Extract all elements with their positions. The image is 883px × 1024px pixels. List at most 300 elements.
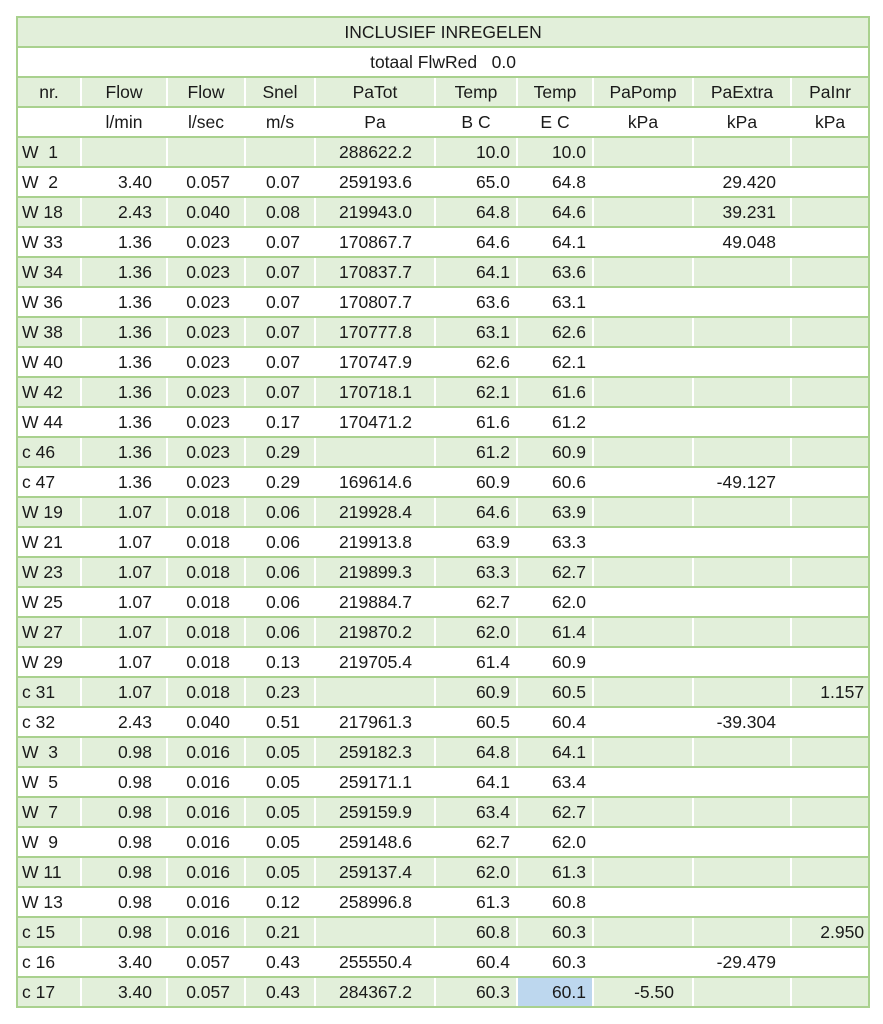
- flow-lsec-cell[interactable]: 0.018: [167, 497, 245, 527]
- flow-lmin-cell[interactable]: 1.07: [81, 647, 167, 677]
- snel-cell[interactable]: 0.05: [245, 767, 315, 797]
- row-id-cell[interactable]: W 3: [17, 737, 81, 767]
- flow-lmin-cell[interactable]: 1.36: [81, 377, 167, 407]
- painr-cell[interactable]: [791, 287, 869, 317]
- row-id-cell[interactable]: W 5: [17, 767, 81, 797]
- temp-ec-cell[interactable]: 64.1: [517, 737, 593, 767]
- paextra-cell[interactable]: 39.231: [693, 197, 791, 227]
- flow-lmin-cell[interactable]: 2.43: [81, 707, 167, 737]
- flow-lsec-cell[interactable]: 0.023: [167, 467, 245, 497]
- patot-cell[interactable]: 170471.2: [315, 407, 435, 437]
- temp-ec-cell[interactable]: 63.4: [517, 767, 593, 797]
- paextra-cell[interactable]: [693, 587, 791, 617]
- flow-lmin-cell[interactable]: 1.07: [81, 617, 167, 647]
- patot-cell[interactable]: 170777.8: [315, 317, 435, 347]
- papomp-cell[interactable]: [593, 227, 693, 257]
- temp-ec-cell[interactable]: 63.3: [517, 527, 593, 557]
- flow-lmin-cell[interactable]: 1.36: [81, 347, 167, 377]
- papomp-cell[interactable]: [593, 377, 693, 407]
- temp-bc-cell[interactable]: 61.4: [435, 647, 517, 677]
- flow-lsec-cell[interactable]: 0.023: [167, 257, 245, 287]
- paextra-cell[interactable]: [693, 857, 791, 887]
- temp-ec-cell[interactable]: 64.1: [517, 227, 593, 257]
- unit-cell[interactable]: [17, 107, 81, 137]
- flow-lmin-cell[interactable]: 1.07: [81, 587, 167, 617]
- painr-cell[interactable]: 1.157: [791, 677, 869, 707]
- snel-cell[interactable]: 0.17: [245, 407, 315, 437]
- flow-lmin-cell[interactable]: 0.98: [81, 827, 167, 857]
- papomp-cell[interactable]: [593, 737, 693, 767]
- temp-ec-cell[interactable]: 60.3: [517, 917, 593, 947]
- row-id-cell[interactable]: W 18: [17, 197, 81, 227]
- flow-lsec-cell[interactable]: 0.023: [167, 287, 245, 317]
- temp-bc-cell[interactable]: 62.1: [435, 377, 517, 407]
- snel-cell[interactable]: 0.13: [245, 647, 315, 677]
- paextra-cell[interactable]: [693, 137, 791, 167]
- unit-cell[interactable]: B C: [435, 107, 517, 137]
- snel-cell[interactable]: 0.07: [245, 257, 315, 287]
- header-cell[interactable]: PaExtra: [693, 77, 791, 107]
- header-cell[interactable]: Temp: [435, 77, 517, 107]
- flow-lsec-cell[interactable]: 0.023: [167, 347, 245, 377]
- flow-lmin-cell[interactable]: 3.40: [81, 977, 167, 1007]
- snel-cell[interactable]: 0.05: [245, 857, 315, 887]
- unit-cell[interactable]: l/min: [81, 107, 167, 137]
- painr-cell[interactable]: [791, 647, 869, 677]
- flow-lsec-cell[interactable]: 0.018: [167, 647, 245, 677]
- temp-bc-cell[interactable]: 63.9: [435, 527, 517, 557]
- flow-lmin-cell[interactable]: 1.36: [81, 467, 167, 497]
- temp-ec-cell[interactable]: 62.0: [517, 587, 593, 617]
- snel-cell[interactable]: 0.06: [245, 617, 315, 647]
- paextra-cell[interactable]: -39.304: [693, 707, 791, 737]
- papomp-cell[interactable]: [593, 887, 693, 917]
- flow-lsec-cell[interactable]: 0.023: [167, 227, 245, 257]
- temp-ec-cell[interactable]: 60.9: [517, 647, 593, 677]
- paextra-cell[interactable]: 29.420: [693, 167, 791, 197]
- papomp-cell[interactable]: [593, 257, 693, 287]
- temp-ec-cell[interactable]: 64.6: [517, 197, 593, 227]
- row-id-cell[interactable]: W 2: [17, 167, 81, 197]
- header-cell[interactable]: Flow: [81, 77, 167, 107]
- patot-cell[interactable]: 217961.3: [315, 707, 435, 737]
- flow-lmin-cell[interactable]: [81, 137, 167, 167]
- painr-cell[interactable]: [791, 887, 869, 917]
- painr-cell[interactable]: [791, 197, 869, 227]
- snel-cell[interactable]: 0.08: [245, 197, 315, 227]
- papomp-cell[interactable]: [593, 827, 693, 857]
- papomp-cell[interactable]: [593, 947, 693, 977]
- flow-lmin-cell[interactable]: 0.98: [81, 797, 167, 827]
- patot-cell[interactable]: 170718.1: [315, 377, 435, 407]
- flow-lmin-cell[interactable]: 1.07: [81, 677, 167, 707]
- patot-cell[interactable]: 219943.0: [315, 197, 435, 227]
- papomp-cell[interactable]: [593, 647, 693, 677]
- patot-cell[interactable]: 170807.7: [315, 287, 435, 317]
- unit-cell[interactable]: E C: [517, 107, 593, 137]
- patot-cell[interactable]: 219913.8: [315, 527, 435, 557]
- painr-cell[interactable]: [791, 257, 869, 287]
- patot-cell[interactable]: 219870.2: [315, 617, 435, 647]
- papomp-cell[interactable]: [593, 407, 693, 437]
- patot-cell[interactable]: 219928.4: [315, 497, 435, 527]
- painr-cell[interactable]: [791, 587, 869, 617]
- painr-cell[interactable]: [791, 467, 869, 497]
- papomp-cell[interactable]: [593, 167, 693, 197]
- temp-bc-cell[interactable]: 63.4: [435, 797, 517, 827]
- snel-cell[interactable]: 0.06: [245, 557, 315, 587]
- row-id-cell[interactable]: W 21: [17, 527, 81, 557]
- temp-ec-cell[interactable]: 60.9: [517, 437, 593, 467]
- papomp-cell[interactable]: [593, 707, 693, 737]
- selected-cell[interactable]: 60.1: [517, 977, 593, 1007]
- paextra-cell[interactable]: [693, 917, 791, 947]
- patot-cell[interactable]: [315, 917, 435, 947]
- temp-bc-cell[interactable]: 63.3: [435, 557, 517, 587]
- temp-bc-cell[interactable]: 60.4: [435, 947, 517, 977]
- painr-cell[interactable]: [791, 377, 869, 407]
- patot-cell[interactable]: 258996.8: [315, 887, 435, 917]
- row-id-cell[interactable]: W 11: [17, 857, 81, 887]
- temp-bc-cell[interactable]: 64.6: [435, 497, 517, 527]
- temp-ec-cell[interactable]: 63.9: [517, 497, 593, 527]
- papomp-cell[interactable]: -5.50: [593, 977, 693, 1007]
- flow-lsec-cell[interactable]: 0.057: [167, 167, 245, 197]
- flow-lsec-cell[interactable]: 0.018: [167, 587, 245, 617]
- temp-bc-cell[interactable]: 64.6: [435, 227, 517, 257]
- row-id-cell[interactable]: W 42: [17, 377, 81, 407]
- row-id-cell[interactable]: W 27: [17, 617, 81, 647]
- unit-cell[interactable]: Pa: [315, 107, 435, 137]
- flow-lmin-cell[interactable]: 1.36: [81, 227, 167, 257]
- unit-cell[interactable]: m/s: [245, 107, 315, 137]
- painr-cell[interactable]: [791, 767, 869, 797]
- paextra-cell[interactable]: [693, 767, 791, 797]
- header-cell[interactable]: Flow: [167, 77, 245, 107]
- unit-cell[interactable]: kPa: [593, 107, 693, 137]
- temp-ec-cell[interactable]: 62.7: [517, 797, 593, 827]
- patot-cell[interactable]: 259193.6: [315, 167, 435, 197]
- paextra-cell[interactable]: [693, 617, 791, 647]
- snel-cell[interactable]: 0.05: [245, 827, 315, 857]
- paextra-cell[interactable]: -29.479: [693, 947, 791, 977]
- temp-bc-cell[interactable]: 61.6: [435, 407, 517, 437]
- flow-lsec-cell[interactable]: 0.023: [167, 407, 245, 437]
- paextra-cell[interactable]: [693, 497, 791, 527]
- painr-cell[interactable]: [791, 707, 869, 737]
- temp-ec-cell[interactable]: 62.6: [517, 317, 593, 347]
- flow-lsec-cell[interactable]: 0.016: [167, 767, 245, 797]
- paextra-cell[interactable]: -49.127: [693, 467, 791, 497]
- temp-ec-cell[interactable]: 60.6: [517, 467, 593, 497]
- flow-lmin-cell[interactable]: 1.07: [81, 497, 167, 527]
- papomp-cell[interactable]: [593, 527, 693, 557]
- paextra-cell[interactable]: [693, 647, 791, 677]
- paextra-cell[interactable]: [693, 827, 791, 857]
- temp-ec-cell[interactable]: 61.4: [517, 617, 593, 647]
- temp-bc-cell[interactable]: 61.3: [435, 887, 517, 917]
- flow-lsec-cell[interactable]: 0.016: [167, 797, 245, 827]
- header-cell[interactable]: PaInr: [791, 77, 869, 107]
- row-id-cell[interactable]: W 1: [17, 137, 81, 167]
- patot-cell[interactable]: 219705.4: [315, 647, 435, 677]
- temp-bc-cell[interactable]: 61.2: [435, 437, 517, 467]
- papomp-cell[interactable]: [593, 197, 693, 227]
- row-id-cell[interactable]: c 17: [17, 977, 81, 1007]
- temp-ec-cell[interactable]: 60.8: [517, 887, 593, 917]
- temp-bc-cell[interactable]: 62.7: [435, 587, 517, 617]
- row-id-cell[interactable]: W 9: [17, 827, 81, 857]
- painr-cell[interactable]: [791, 797, 869, 827]
- row-id-cell[interactable]: c 47: [17, 467, 81, 497]
- papomp-cell[interactable]: [593, 467, 693, 497]
- painr-cell[interactable]: [791, 437, 869, 467]
- flow-lsec-cell[interactable]: 0.057: [167, 977, 245, 1007]
- paextra-cell[interactable]: 49.048: [693, 227, 791, 257]
- snel-cell[interactable]: 0.07: [245, 167, 315, 197]
- temp-bc-cell[interactable]: 60.5: [435, 707, 517, 737]
- row-id-cell[interactable]: c 15: [17, 917, 81, 947]
- temp-bc-cell[interactable]: 64.8: [435, 197, 517, 227]
- flow-lmin-cell[interactable]: 0.98: [81, 767, 167, 797]
- flow-lsec-cell[interactable]: 0.023: [167, 317, 245, 347]
- temp-bc-cell[interactable]: 64.1: [435, 767, 517, 797]
- painr-cell[interactable]: [791, 947, 869, 977]
- painr-cell[interactable]: [791, 977, 869, 1007]
- papomp-cell[interactable]: [593, 617, 693, 647]
- snel-cell[interactable]: 0.12: [245, 887, 315, 917]
- snel-cell[interactable]: 0.06: [245, 497, 315, 527]
- header-cell[interactable]: nr.: [17, 77, 81, 107]
- snel-cell[interactable]: 0.05: [245, 737, 315, 767]
- paextra-cell[interactable]: [693, 737, 791, 767]
- painr-cell[interactable]: [791, 527, 869, 557]
- row-id-cell[interactable]: W 23: [17, 557, 81, 587]
- patot-cell[interactable]: 259137.4: [315, 857, 435, 887]
- table-title[interactable]: INCLUSIEF INREGELEN: [17, 17, 869, 47]
- flow-lsec-cell[interactable]: 0.016: [167, 737, 245, 767]
- painr-cell[interactable]: [791, 737, 869, 767]
- flow-lmin-cell[interactable]: 1.07: [81, 557, 167, 587]
- painr-cell[interactable]: [791, 167, 869, 197]
- temp-ec-cell[interactable]: 61.3: [517, 857, 593, 887]
- flow-lsec-cell[interactable]: 0.018: [167, 527, 245, 557]
- temp-bc-cell[interactable]: 60.9: [435, 677, 517, 707]
- row-id-cell[interactable]: c 31: [17, 677, 81, 707]
- row-id-cell[interactable]: W 25: [17, 587, 81, 617]
- papomp-cell[interactable]: [593, 917, 693, 947]
- patot-cell[interactable]: 170867.7: [315, 227, 435, 257]
- temp-bc-cell[interactable]: 64.8: [435, 737, 517, 767]
- temp-ec-cell[interactable]: 10.0: [517, 137, 593, 167]
- temp-ec-cell[interactable]: 62.7: [517, 557, 593, 587]
- snel-cell[interactable]: 0.29: [245, 467, 315, 497]
- painr-cell[interactable]: [791, 407, 869, 437]
- temp-ec-cell[interactable]: 60.3: [517, 947, 593, 977]
- snel-cell[interactable]: 0.05: [245, 797, 315, 827]
- snel-cell[interactable]: 0.07: [245, 287, 315, 317]
- patot-cell[interactable]: 169614.6: [315, 467, 435, 497]
- row-id-cell[interactable]: W 33: [17, 227, 81, 257]
- row-id-cell[interactable]: W 29: [17, 647, 81, 677]
- temp-bc-cell[interactable]: 62.0: [435, 617, 517, 647]
- flow-lsec-cell[interactable]: 0.018: [167, 617, 245, 647]
- papomp-cell[interactable]: [593, 797, 693, 827]
- flow-lmin-cell[interactable]: 1.36: [81, 257, 167, 287]
- flow-lmin-cell[interactable]: 0.98: [81, 887, 167, 917]
- temp-bc-cell[interactable]: 63.6: [435, 287, 517, 317]
- row-id-cell[interactable]: W 40: [17, 347, 81, 377]
- flow-lsec-cell[interactable]: 0.023: [167, 377, 245, 407]
- temp-bc-cell[interactable]: 65.0: [435, 167, 517, 197]
- temp-bc-cell[interactable]: 62.7: [435, 827, 517, 857]
- snel-cell[interactable]: 0.06: [245, 587, 315, 617]
- snel-cell[interactable]: 0.21: [245, 917, 315, 947]
- flow-lsec-cell[interactable]: 0.057: [167, 947, 245, 977]
- row-id-cell[interactable]: W 38: [17, 317, 81, 347]
- row-id-cell[interactable]: c 32: [17, 707, 81, 737]
- papomp-cell[interactable]: [593, 857, 693, 887]
- paextra-cell[interactable]: [693, 797, 791, 827]
- temp-ec-cell[interactable]: 61.2: [517, 407, 593, 437]
- papomp-cell[interactable]: [593, 287, 693, 317]
- paextra-cell[interactable]: [693, 317, 791, 347]
- painr-cell[interactable]: [791, 827, 869, 857]
- patot-cell[interactable]: 284367.2: [315, 977, 435, 1007]
- snel-cell[interactable]: 0.07: [245, 227, 315, 257]
- papomp-cell[interactable]: [593, 497, 693, 527]
- snel-cell[interactable]: 0.07: [245, 377, 315, 407]
- patot-cell[interactable]: 259182.3: [315, 737, 435, 767]
- flow-lsec-cell[interactable]: 0.018: [167, 677, 245, 707]
- flow-lmin-cell[interactable]: 0.98: [81, 917, 167, 947]
- snel-cell[interactable]: 0.51: [245, 707, 315, 737]
- paextra-cell[interactable]: [693, 347, 791, 377]
- temp-ec-cell[interactable]: 62.0: [517, 827, 593, 857]
- patot-cell[interactable]: 259171.1: [315, 767, 435, 797]
- painr-cell[interactable]: [791, 497, 869, 527]
- snel-cell[interactable]: 0.43: [245, 947, 315, 977]
- patot-cell[interactable]: 170837.7: [315, 257, 435, 287]
- snel-cell[interactable]: 0.07: [245, 347, 315, 377]
- painr-cell[interactable]: [791, 317, 869, 347]
- row-id-cell[interactable]: c 16: [17, 947, 81, 977]
- row-id-cell[interactable]: W 44: [17, 407, 81, 437]
- temp-ec-cell[interactable]: 61.6: [517, 377, 593, 407]
- snel-cell[interactable]: 0.06: [245, 527, 315, 557]
- flow-lsec-cell[interactable]: 0.016: [167, 827, 245, 857]
- flow-lmin-cell[interactable]: 2.43: [81, 197, 167, 227]
- flow-lsec-cell[interactable]: 0.016: [167, 887, 245, 917]
- temp-ec-cell[interactable]: 63.6: [517, 257, 593, 287]
- paextra-cell[interactable]: [693, 257, 791, 287]
- papomp-cell[interactable]: [593, 767, 693, 797]
- papomp-cell[interactable]: [593, 677, 693, 707]
- painr-cell[interactable]: [791, 857, 869, 887]
- paextra-cell[interactable]: [693, 887, 791, 917]
- flow-lmin-cell[interactable]: 0.98: [81, 857, 167, 887]
- flow-lmin-cell[interactable]: 0.98: [81, 737, 167, 767]
- patot-cell[interactable]: 219884.7: [315, 587, 435, 617]
- flow-lsec-cell[interactable]: 0.023: [167, 437, 245, 467]
- temp-bc-cell[interactable]: 60.8: [435, 917, 517, 947]
- flow-lsec-cell[interactable]: [167, 137, 245, 167]
- flow-lmin-cell[interactable]: 1.36: [81, 317, 167, 347]
- patot-cell[interactable]: 259148.6: [315, 827, 435, 857]
- patot-cell[interactable]: [315, 437, 435, 467]
- row-id-cell[interactable]: W 19: [17, 497, 81, 527]
- flow-lsec-cell[interactable]: 0.016: [167, 917, 245, 947]
- temp-ec-cell[interactable]: 60.5: [517, 677, 593, 707]
- painr-cell[interactable]: 2.950: [791, 917, 869, 947]
- papomp-cell[interactable]: [593, 557, 693, 587]
- papomp-cell[interactable]: [593, 587, 693, 617]
- header-cell[interactable]: PaPomp: [593, 77, 693, 107]
- flow-lmin-cell[interactable]: 1.36: [81, 407, 167, 437]
- painr-cell[interactable]: [791, 557, 869, 587]
- flow-lsec-cell[interactable]: 0.016: [167, 857, 245, 887]
- snel-cell[interactable]: 0.23: [245, 677, 315, 707]
- paextra-cell[interactable]: [693, 557, 791, 587]
- papomp-cell[interactable]: [593, 437, 693, 467]
- header-cell[interactable]: Temp: [517, 77, 593, 107]
- paextra-cell[interactable]: [693, 977, 791, 1007]
- patot-cell[interactable]: 170747.9: [315, 347, 435, 377]
- painr-cell[interactable]: [791, 137, 869, 167]
- flow-lmin-cell[interactable]: 3.40: [81, 947, 167, 977]
- row-id-cell[interactable]: W 36: [17, 287, 81, 317]
- flow-lsec-cell[interactable]: 0.040: [167, 197, 245, 227]
- unit-cell[interactable]: kPa: [791, 107, 869, 137]
- patot-cell[interactable]: 288622.2: [315, 137, 435, 167]
- row-id-cell[interactable]: W 7: [17, 797, 81, 827]
- painr-cell[interactable]: [791, 617, 869, 647]
- row-id-cell[interactable]: W 34: [17, 257, 81, 287]
- paextra-cell[interactable]: [693, 377, 791, 407]
- temp-bc-cell[interactable]: 10.0: [435, 137, 517, 167]
- temp-bc-cell[interactable]: 64.1: [435, 257, 517, 287]
- unit-cell[interactable]: kPa: [693, 107, 791, 137]
- flow-lsec-cell[interactable]: 0.040: [167, 707, 245, 737]
- paextra-cell[interactable]: [693, 677, 791, 707]
- flow-lmin-cell[interactable]: 3.40: [81, 167, 167, 197]
- flow-lsec-cell[interactable]: 0.018: [167, 557, 245, 587]
- painr-cell[interactable]: [791, 347, 869, 377]
- header-cell[interactable]: PaTot: [315, 77, 435, 107]
- temp-ec-cell[interactable]: 63.1: [517, 287, 593, 317]
- temp-ec-cell[interactable]: 64.8: [517, 167, 593, 197]
- temp-bc-cell[interactable]: 62.0: [435, 857, 517, 887]
- patot-cell[interactable]: [315, 677, 435, 707]
- temp-bc-cell[interactable]: 60.9: [435, 467, 517, 497]
- patot-cell[interactable]: 255550.4: [315, 947, 435, 977]
- paextra-cell[interactable]: [693, 527, 791, 557]
- temp-bc-cell[interactable]: 63.1: [435, 317, 517, 347]
- flow-lmin-cell[interactable]: 1.07: [81, 527, 167, 557]
- temp-ec-cell[interactable]: 62.1: [517, 347, 593, 377]
- snel-cell[interactable]: 0.07: [245, 317, 315, 347]
- papomp-cell[interactable]: [593, 317, 693, 347]
- temp-bc-cell[interactable]: 62.6: [435, 347, 517, 377]
- paextra-cell[interactable]: [693, 407, 791, 437]
- snel-cell[interactable]: [245, 137, 315, 167]
- row-id-cell[interactable]: c 46: [17, 437, 81, 467]
- papomp-cell[interactable]: [593, 347, 693, 377]
- header-cell[interactable]: Snel: [245, 77, 315, 107]
- unit-cell[interactable]: l/sec: [167, 107, 245, 137]
- row-id-cell[interactable]: W 13: [17, 887, 81, 917]
- paextra-cell[interactable]: [693, 287, 791, 317]
